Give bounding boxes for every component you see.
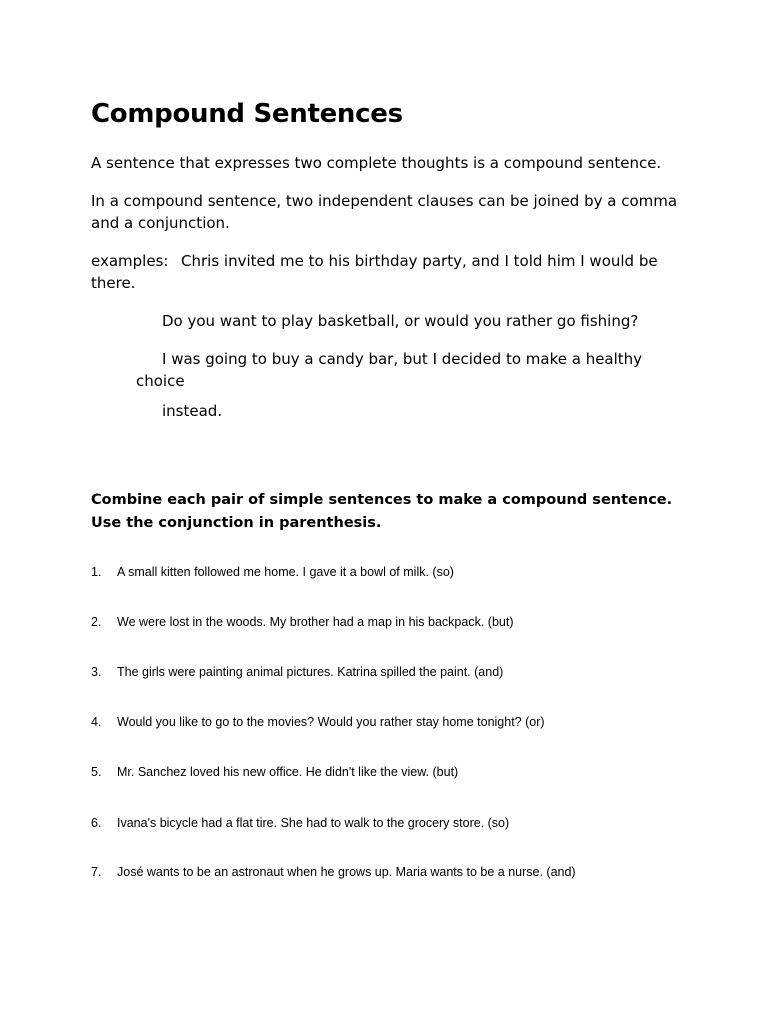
- exercise-item: [91, 814, 509, 832]
- item-number: 5.: [91, 765, 102, 779]
- definition-text: A sentence that expresses two complete thoughts is a compound sentence.: [91, 154, 662, 172]
- item-number: 7.: [91, 865, 102, 879]
- exercise-item: [91, 713, 545, 731]
- item-text: We were lost in the woods. My brother had a map in his backpack. (but): [117, 615, 514, 629]
- exercise-item: [91, 613, 513, 631]
- item-text: José wants to be an astronaut when he grows up. Maria wants to be a nurse. (and): [117, 865, 576, 879]
- item-text: Ivana's bicycle had a flat tire. She had to walk to the grocery store. (so): [117, 816, 510, 830]
- exercise-item: [91, 663, 503, 681]
- example-3-line2: choice: [136, 372, 185, 390]
- rule-text-line2: and a conjunction.: [91, 214, 230, 232]
- example-3-line3: instead.: [162, 402, 223, 420]
- exercise-instructions: Combine each pair of simple sentences to make a compound sentence. Use the conjunction in parenthesis.: [91, 492, 673, 531]
- exercise-item: [91, 563, 454, 581]
- item-number: 6.: [91, 816, 102, 830]
- item-number: 2.: [91, 615, 102, 629]
- example-3-line1: I was going to buy a candy bar, but I decided to make a healthy: [162, 350, 643, 368]
- example-1-line1: [91, 250, 658, 272]
- item-text: Mr. Sanchez loved his new office. He didn't like the view. (but): [117, 765, 459, 779]
- examples-label: examples:: [91, 252, 169, 270]
- rule-text-line1: In a compound sentence, two independent clauses can be joined by a comma: [91, 192, 678, 210]
- item-number: 1.: [91, 565, 102, 579]
- item-number: 4.: [91, 715, 102, 729]
- exercise-item: [91, 763, 458, 781]
- item-number: 3.: [91, 665, 102, 679]
- example-1-line2: there.: [91, 274, 136, 292]
- page-title: Compound Sentences: [91, 99, 403, 129]
- exercise-item: [91, 863, 576, 881]
- item-text: A small kitten followed me home. I gave it a bowl of milk. (so): [117, 565, 454, 579]
- item-text: The girls were painting animal pictures. Katrina spilled the paint. (and): [117, 665, 504, 679]
- example-1-text: Chris invited me to his birthday party, and I told him I would be: [181, 252, 658, 270]
- example-2: Do you want to play basketball, or would you rather go fishing?: [162, 312, 639, 330]
- item-text: Would you like to go to the movies? Would you rather stay home tonight? (or): [117, 715, 545, 729]
